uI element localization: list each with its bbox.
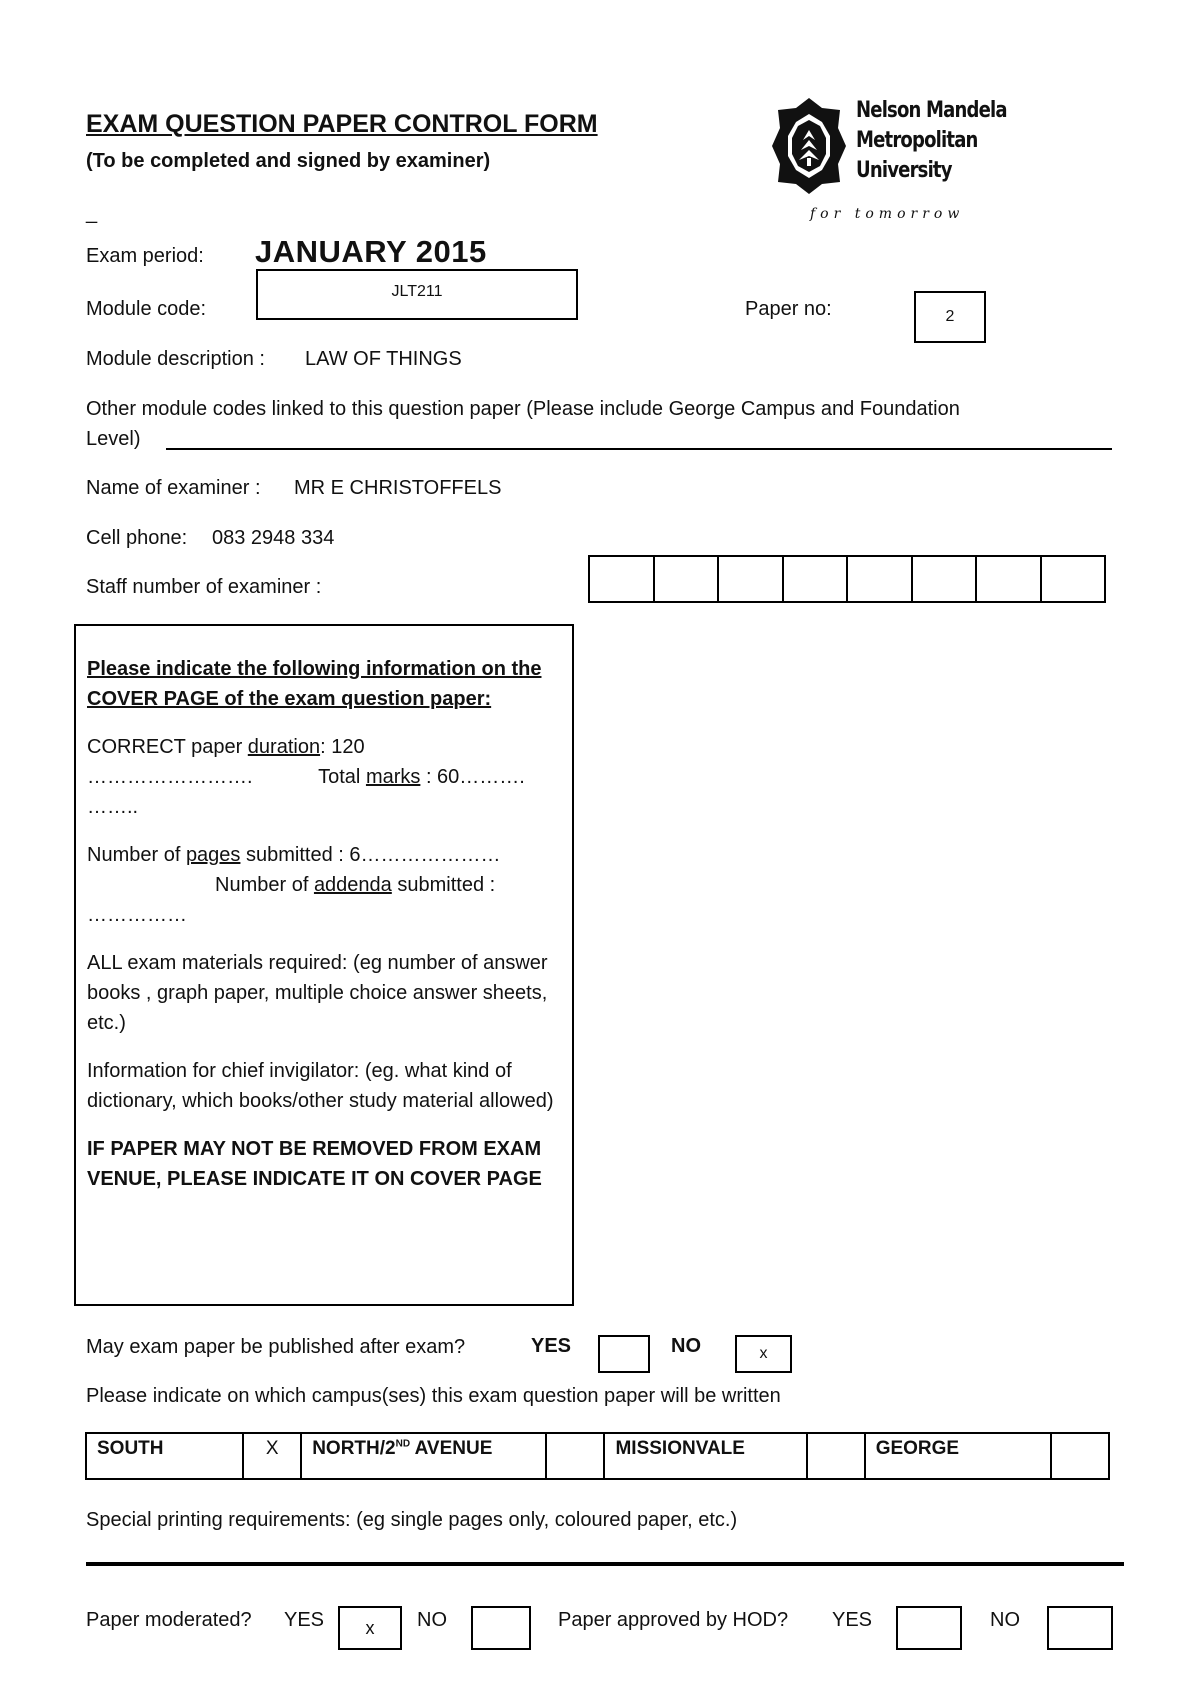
moderated-question: Paper moderated?	[86, 1609, 252, 1631]
hod-yes-label: YES	[832, 1609, 873, 1631]
university-logo	[770, 96, 1010, 226]
hod-yes-box[interactable]	[896, 1606, 962, 1650]
addenda-prefix: Number of	[215, 874, 314, 896]
examiner-label: Name of examiner :	[86, 477, 261, 499]
removal-warning: IF PAPER MAY NOT BE REMOVED FROM EXAM VENUE, PLEASE INDICATE IT ON COVER PAGE	[87, 1138, 542, 1190]
campus-north-mark[interactable]	[546, 1433, 604, 1479]
pages-and-addenda	[87, 840, 562, 930]
cell-phone-label: Cell phone:	[86, 527, 188, 549]
examiner-value: MR E CHRISTOFFELS	[294, 477, 502, 499]
logo-line-3: University	[856, 158, 952, 183]
campus-missionvale-mark[interactable]	[807, 1433, 865, 1479]
campus-north-sup: ND	[395, 1438, 411, 1450]
publish-question: May exam paper be published after exam?	[86, 1336, 466, 1358]
campus-table	[85, 1432, 1110, 1480]
module-description-value: LAW OF THINGS	[305, 348, 462, 370]
addenda-suffix: submitted :	[391, 874, 496, 896]
moderated-yes-label: YES	[284, 1609, 325, 1631]
info-heading: Please indicate the following information on the COVER PAGE of the exam question paper:	[87, 658, 542, 710]
staff-digit-box[interactable]	[913, 557, 978, 601]
campus-george-label: GEORGE	[865, 1433, 1051, 1479]
logo-line-2: Metropolitan	[856, 128, 978, 153]
staff-digit-box[interactable]	[655, 557, 720, 601]
marks-value: : 60………. ……..	[87, 766, 525, 818]
other-codes-line-1: Other module codes linked to this question paper (Please include George Campus and Foundation	[86, 398, 960, 420]
campus-missionvale-label: MISSIONVALE	[604, 1433, 806, 1479]
publish-yes-label: YES	[531, 1335, 572, 1357]
publish-yes-box[interactable]	[598, 1335, 650, 1373]
staff-digit-box[interactable]	[784, 557, 849, 601]
module-description-label: Module description :	[86, 348, 265, 370]
campus-row	[86, 1433, 1109, 1479]
duration-and-marks	[87, 732, 562, 822]
form-subtitle: (To be completed and signed by examiner)	[86, 150, 491, 172]
campus-prompt: Please indicate on which campus(ses) this exam question paper will be written	[86, 1385, 781, 1407]
printing-requirements-label: Special printing requirements: (eg single pages only, coloured paper, etc.)	[86, 1509, 738, 1531]
moderated-yes-box[interactable]: x	[338, 1606, 402, 1650]
campus-south-mark[interactable]: X	[243, 1433, 301, 1479]
paper-no-field[interactable]: 2	[914, 291, 986, 343]
staff-digit-box[interactable]	[590, 557, 655, 601]
campus-south-label: SOUTH	[86, 1433, 243, 1479]
publish-no-box[interactable]: x	[735, 1335, 792, 1373]
stray-dash: _	[86, 202, 98, 224]
campus-north-label	[301, 1433, 546, 1479]
exam-period-label: Exam period:	[86, 245, 204, 267]
staff-digit-box[interactable]	[977, 557, 1042, 601]
staff-digit-box[interactable]	[848, 557, 913, 601]
module-code-label: Module code:	[86, 298, 207, 320]
campus-north-rest: AVENUE	[410, 1438, 493, 1459]
pages-prefix: Number of	[87, 844, 186, 866]
duration-word: duration	[247, 736, 321, 758]
other-codes-fill-line[interactable]	[166, 448, 1112, 450]
cell-phone-value: 083 2948 334	[212, 527, 335, 549]
staff-digit-box[interactable]	[1042, 557, 1105, 601]
invigilator-note: Information for chief invigilator: (eg. what kind of dictionary, which books/other study material allowed)	[87, 1060, 554, 1112]
logo-tagline: for tomorrow	[810, 206, 965, 222]
campus-north-text: NORTH/2	[312, 1438, 396, 1459]
moderated-no-label: NO	[417, 1609, 447, 1631]
paper-no-label: Paper no:	[745, 298, 832, 320]
form-title: EXAM QUESTION PAPER CONTROL FORM	[86, 110, 598, 138]
addenda-dots: ……………	[87, 904, 187, 926]
module-code-field[interactable]: JLT211	[256, 269, 578, 320]
campus-george-mark[interactable]	[1051, 1433, 1109, 1479]
addenda-word: addenda	[313, 874, 392, 896]
pages-value: submitted : 6…………………	[240, 844, 501, 866]
hod-no-label: NO	[990, 1609, 1020, 1631]
duration-dots: …………………….	[87, 766, 259, 788]
other-codes-line-2: Level)	[86, 428, 141, 450]
marks-word: marks	[365, 766, 421, 788]
moderated-no-box[interactable]	[471, 1606, 531, 1650]
duration-value: : 120	[320, 736, 365, 758]
logo-line-1: Nelson Mandela	[856, 98, 1007, 123]
pages-word: pages	[185, 844, 241, 866]
staff-digit-box[interactable]	[719, 557, 784, 601]
staff-number-boxes[interactable]	[588, 555, 1106, 603]
duration-prefix: CORRECT paper	[87, 736, 248, 758]
materials-note: ALL exam materials required: (eg number of answer books , graph paper, multiple choice answer sheets, etc.)	[87, 952, 548, 1034]
marks-prefix: Total	[318, 766, 366, 788]
cover-page-info-box	[74, 624, 574, 1306]
staff-number-label: Staff number of examiner :	[86, 576, 322, 598]
hod-question: Paper approved by HOD?	[558, 1609, 789, 1631]
printing-requirements-line[interactable]	[86, 1562, 1124, 1566]
publish-no-label: NO	[671, 1335, 701, 1357]
university-emblem-icon	[770, 96, 848, 196]
exam-period-value: JANUARY 2015	[255, 234, 487, 269]
hod-no-box[interactable]	[1047, 1606, 1113, 1650]
